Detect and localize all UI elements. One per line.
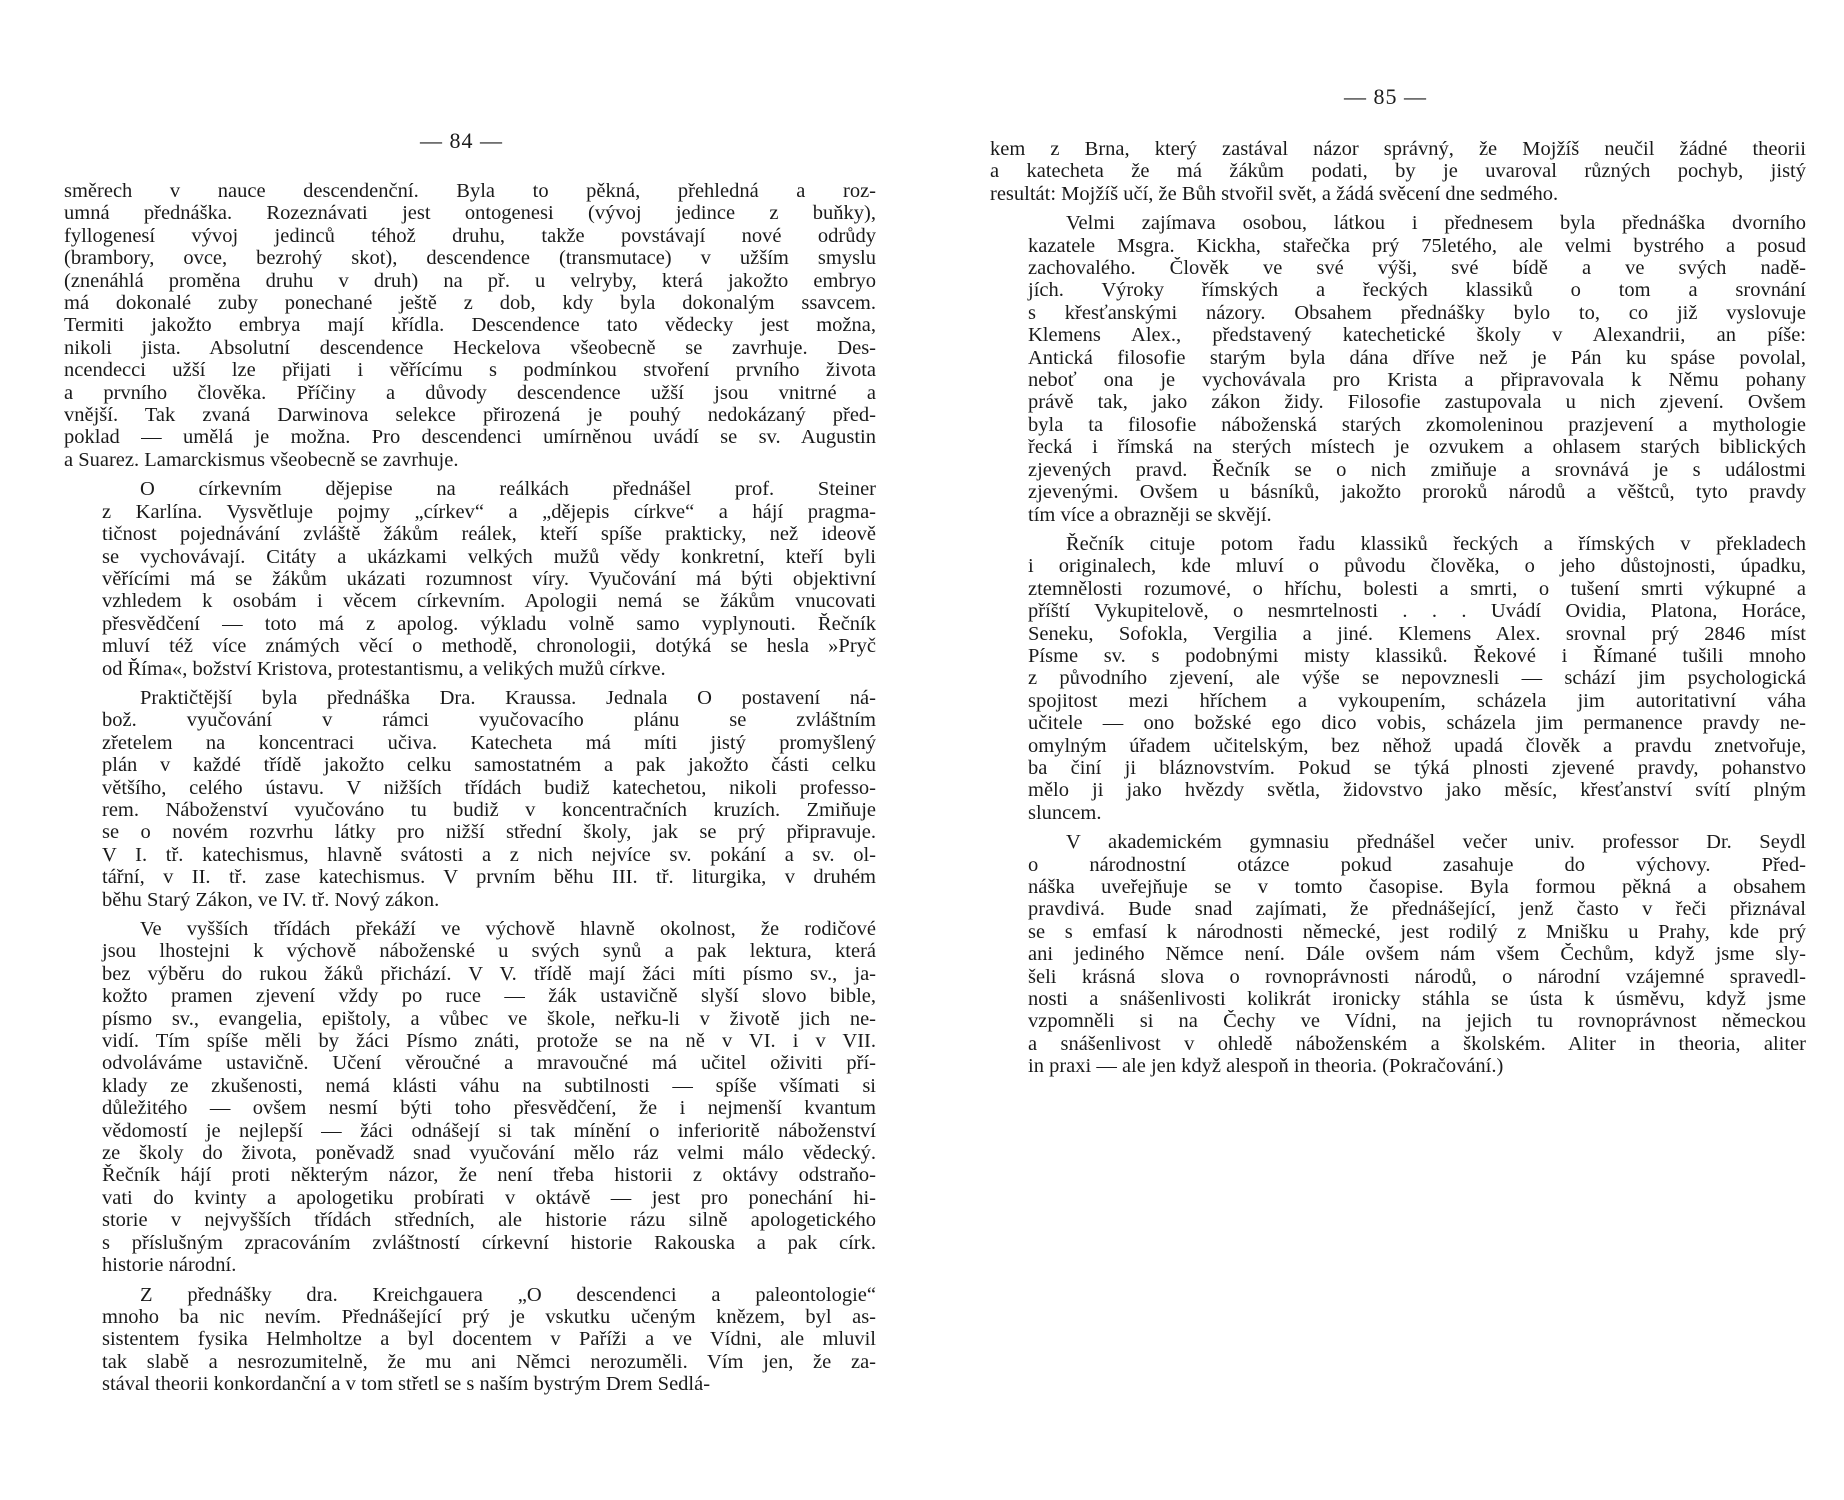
text-line: právě tak, jako zákon židy. Filosofie zastupovala u nich zjevení. Ovšem	[1028, 391, 1806, 414]
text-line: Řečník cituje potom řadu klassiků řeckých a římských v překladech	[1066, 532, 1806, 555]
paragraph	[64, 180, 876, 471]
text-line: Antická filosofie starým byla dána dříve než je Pán ku spáse povolal,	[1028, 346, 1806, 369]
text-line: Seneku, Sofokla, Vergilia a jiné. Klemens Alex. srovnal prý 2846 míst	[1028, 622, 1806, 645]
text-line: s křesťanskými názory. Obsahem přednášky bylo to, co již vyslovuje	[1028, 301, 1806, 324]
text-line: věřícími má se žákům ukázati rozumnost víry. Vyučování má býti objektivní	[102, 567, 876, 590]
page-number: — 85 —	[1344, 84, 1427, 109]
text-line: mělo ji jako hvězdy světla, židovstvo jako měsíc, křesťanství svítí plným	[1028, 779, 1806, 802]
text-line: běhu Starý Zákon, ve IV. tř. Nový zákon.	[102, 888, 440, 911]
text-line: umná přednáška. Rozeznávati jest ontogenesi (vývoj jedince z buňky),	[64, 202, 876, 225]
text-line: nikoli jista. Absolutní descendence Heckelova všeobecně se zavrhuje. Des-	[64, 336, 876, 359]
text-line: vnější. Tak zvaná Darwinova selekce přirozená je pouhý nedokázaný před-	[64, 404, 876, 427]
text-line: z původního zjevení, ale výše se nepovznesli — schází jim psychologická	[1028, 667, 1806, 690]
text-line: jích. Výroky římských a řeckých klassiků o tom a srovnání	[1028, 279, 1806, 302]
text-line: odvoláváme ustavičně. Učení věroučné a mravoučné má učitel oživiti pří-	[102, 1052, 876, 1075]
text-line: zjevených pravd. Řečník se o nich zmiňuje a srovnává je s událostmi	[1028, 458, 1806, 481]
text-line: tičnost pojednávání zvláště žákům reálek, kteří spíše prakticky, než ideově	[102, 523, 876, 546]
text-line: Termiti jakožto embrya mají křídla. Descendence tato vědecky jest možna,	[64, 314, 876, 337]
paragraph	[990, 831, 1806, 1077]
text-line: ani jediného Němce není. Dále ovšem nám všem Čechům, když jsme sly-	[1028, 943, 1806, 966]
text-line: o národnostní otázce pokud zasahuje do výchovy. Před-	[1028, 853, 1806, 876]
text-line: písmo sv., evangelia, epištoly, a vůbec ve škole, neřku-li v životě jich ne-	[102, 1007, 876, 1030]
paragraph	[990, 533, 1806, 824]
text-line: i originalech, kde mluví o původu člověka, o jeho důstojnosti, úpadku,	[1028, 555, 1806, 578]
text-line: vzhledem k osobám i věcem církevním. Apologii nemá se žákům vnucovati	[102, 590, 876, 613]
text-line: s příslušným zpracováním zvláštností církevní historie Rakouska a pak círk.	[102, 1231, 876, 1254]
text-line: historie národní.	[102, 1254, 237, 1277]
text-line: sistentem fysika Helmholtze a byl docentem v Paříži a ve Vídni, ale mluvil	[102, 1328, 876, 1351]
text-line: Velmi zajímava osobou, látkou i přednesem byla přednáška dvorního	[1066, 212, 1806, 235]
text-line: zřetelem na koncentraci učiva. Katecheta má míti jistý promyšlený	[102, 731, 876, 754]
text-line: byla ta filosofie náboženská starých zkomoleninou prazjevení a mythologie	[1028, 413, 1806, 436]
text-line: od Říma«, božství Kristova, protestantismu, a velikých mužů církve.	[102, 657, 666, 680]
text-line: vědomostí je nejlepší — žáci odnášejí si tak mínění o inferioritě náboženství	[102, 1119, 876, 1142]
text-line: jsou lhostejni k výchově náboženské u svých synů a pak lektura, která	[102, 940, 876, 963]
text-line: zachovalého. Člověk ve své výši, své bídě a ve svých nadě-	[1028, 257, 1806, 280]
text-line: bož. vyučování v rámci vyučovacího plánu se zvláštním	[102, 709, 876, 732]
text-line: Z přednášky dra. Kreichgauera „O descendenci a paleontologie“	[140, 1283, 876, 1306]
text-line: a Suarez. Lamarckismus všeobecně se zavrhuje.	[64, 448, 459, 471]
text-line: pravdivá. Bude snad zajímati, že přednášející, jenž často v řeči přiznával	[1028, 898, 1806, 921]
text-line: vati do kvinty a apologetiku probírati v oktávě — jest pro ponechání hi-	[102, 1186, 876, 1209]
text-line: tak slabě a nesrozumitelně, že mu ani Němci nerozuměli. Vím jen, že za-	[102, 1350, 876, 1373]
text-line: tářní, v II. tř. zase katechismus. V prvním běhu III. tř. liturgika, v druhém	[102, 866, 876, 889]
paragraph	[990, 138, 1806, 205]
text-line: rem. Náboženství vyučováno tu budiž v koncentračních kruzích. Zmiňuje	[102, 798, 876, 821]
text-line: zjevenými. Ovšem u básníků, jakožto proroků národů a věštců, tyto pravdy	[1028, 481, 1806, 504]
text-line: sluncem.	[1028, 801, 1102, 824]
text-line: Písme sv. s podobnými misty klassiků. Řekové i Římané tušili mnoho	[1028, 644, 1806, 667]
text-line: Ve vyšších třídách překáží ve výchově hlavně okolnost, že rodičové	[140, 918, 876, 940]
text-line: kazatele Msgra. Kickha, stařečka prý 75letého, ale velmi bystrého a posud	[1028, 234, 1806, 257]
text-line: mnoho ba nic nevím. Přednášející prý je vskutku učeným knězem, byl as-	[102, 1305, 876, 1328]
text-line: O církevním dějepise na reálkách přednášel prof. Steiner	[140, 478, 876, 501]
text-line: většího, celého ústavu. V nižších třídách budiž katechetou, nikoli professo-	[102, 776, 876, 799]
text-line: fyllogenesí vývoj jedinců téhož druhu, takže povstávají nové odrůdy	[64, 224, 876, 247]
text-line: a snášenlivost v ohledě náboženském a školském. Aliter in theoria, aliter	[1028, 1032, 1806, 1055]
text-line: náška uveřejňuje se v tomto časopise. Byla formou pěkná a obsahem	[1028, 876, 1806, 898]
text-line: V I. tř. katechismus, hlavně svátosti a z nich nejvíce sv. pokání a sv. ol-	[102, 843, 876, 866]
text-line: řecká i římská na sterých místech je ozvukem a ohlasem starých biblických	[1028, 436, 1806, 459]
text-line: in praxi — ale jen když alespoň in theoria. (Pokračování.)	[1028, 1055, 1504, 1078]
text-line: kožto pramen zjevení vždy po ruce — žák ustavičně slyší slovo bible,	[102, 985, 876, 1008]
text-line: omylným úřadem učitelským, bez něhož upadá člověk a pravdu znetvořuje,	[1028, 734, 1806, 757]
text-line: poklad — umělá je možna. Pro descendenci umírněnou uvádí se sv. Augustin	[64, 426, 876, 449]
text-line: se vychovávají. Citáty a ukázkami velkých mužů vědy konkretní, kteří byli	[102, 545, 876, 568]
right-page	[922, 0, 1844, 1500]
text-line: vzpomněli si na Čechy ve Vídni, na jejich tu rovnoprávnost německou	[1028, 1010, 1806, 1033]
text-line: nosti a snášenlivosti kolikrát ironicky stáhla se ústa k úsměvu, když jsme	[1028, 988, 1806, 1011]
text-line: z Karlína. Vysvětluje pojmy „církev“ a „dějepis církve“ a hájí pragma-	[102, 500, 876, 523]
text-line: vidí. Tím spíše měli by žáci Písmo znáti, protože se na ně v VI. i v VII.	[102, 1030, 876, 1053]
page-number: — 84 —	[420, 128, 503, 153]
text-line: ze školy do života, poněvadž snad vyučování mělo ráz velmi málo vědecký.	[102, 1142, 876, 1165]
text-line: spojitost mezi hříchem a vykoupením, scházela jim autoritativní váha	[1028, 689, 1806, 712]
text-line: ba činí ji bláznovstvím. Pokud se týká plnosti zjevené pravdy, pohanstvo	[1028, 756, 1806, 779]
text-line: neboť ona je vychovávala pro Krista a připravovala k Němu pohany	[1028, 369, 1806, 392]
text-line: šeli krásná slova o rovnoprávnosti národů, o národní vzájemné spravedl-	[1028, 965, 1806, 988]
text-line: plán v každé třídě jakožto celku samostatném a pak jakožto části celku	[102, 754, 876, 777]
text-line: a prvního člověka. Příčiny a důvody descendence užší jsou vnitrné a	[64, 381, 876, 404]
text-line: se s emfasí k národnosti německé, jest rodilý z Mnišku u Prahy, kde prý	[1028, 920, 1806, 943]
right-text-column	[990, 138, 1806, 1078]
text-line: (znenáhlá proměna druhu v druh) na př. u velryby, která jakožto embryo	[64, 269, 876, 292]
text-line: mluví též více známých věcí o methodě, chronologii, dotýká se hesla »Pryč	[102, 635, 876, 658]
text-line: (brambory, ovce, bezrohý skot), descendence (transmutace) v užším smyslu	[64, 247, 876, 270]
text-line: bez výběru do rukou žáků přichází. V V. třídě mají žáci míti písmo sv., ja-	[102, 962, 876, 985]
text-line: stával theorii konkordanční a v tom střetl se s naším bystrým Drem Sedlá-	[102, 1373, 711, 1396]
text-line: Praktičtější byla přednáška Dra. Kraussa. Jednala O postavení ná-	[140, 686, 876, 709]
text-line: přesvědčení — toto má z apolog. výkladu volně samo vyplynouti. Řečník	[102, 612, 876, 635]
text-line: a katecheta že má žákům podati, by je uvaroval různých pochyb, jistý	[990, 160, 1806, 183]
text-line: má dokonalé zuby ponechané ještě z dob, kdy byla dokonalým ssavcem.	[64, 292, 876, 315]
paragraph	[64, 478, 876, 680]
paragraph	[64, 918, 876, 1277]
text-line: Řečník hájí proti některým názor, že není třeba historii z oktávy odstraňo-	[102, 1164, 876, 1187]
text-line: V akademickém gymnasiu přednášel večer univ. professor Dr. Seydl	[1066, 831, 1806, 854]
text-line: storie v nejvyšších třídách středních, ale historie rázu silně apologetického	[102, 1209, 876, 1232]
text-line: se o novém rozvrhu látky pro nižší střední školy, jak se prý připravuje.	[102, 821, 876, 844]
text-line: Klemens Alex., představený katechetické školy v Alexandrii, an píše:	[1028, 324, 1806, 347]
text-line: klady ze zkušenosti, nemá klásti váhu na subtilnosti — spíše všímati si	[102, 1074, 876, 1097]
text-line: tím více a obrazněji se skvějí.	[1028, 503, 1272, 526]
paragraph	[990, 212, 1806, 526]
text-line: důležitého — ovšem nesmí býti toho přesvědčení, že i nejmenší kvantum	[102, 1097, 876, 1120]
text-line: ztemnělosti rozumové, o hříchu, bolesti a smrti, o tušení smrti výkupné a	[1028, 577, 1806, 600]
text-line: učitele — ono božské ego dico vobis, scházela jim permanence pravdy ne-	[1028, 712, 1806, 735]
text-line: kem z Brna, který zastával názor správný, že Mojžíš neučil žádné theorii	[990, 138, 1806, 160]
text-line: resultát: Mojžíš učí, že Bůh stvořil svět, a žádá svěcení dne sedmého.	[990, 182, 1559, 205]
paragraph	[64, 687, 876, 911]
text-line: ncendecci užší lze přijati i věřícímu s podmínkou stvoření prvního života	[64, 359, 876, 382]
paragraph	[64, 1284, 876, 1396]
text-line: příští Vykupitelově, o nesmrtelnosti . . . Uvádí Ovidia, Platona, Horáce,	[1028, 600, 1806, 623]
left-text-column	[64, 180, 876, 1396]
text-line: směrech v nauce descendenční. Byla to pěkná, přehledná a roz-	[64, 180, 876, 202]
